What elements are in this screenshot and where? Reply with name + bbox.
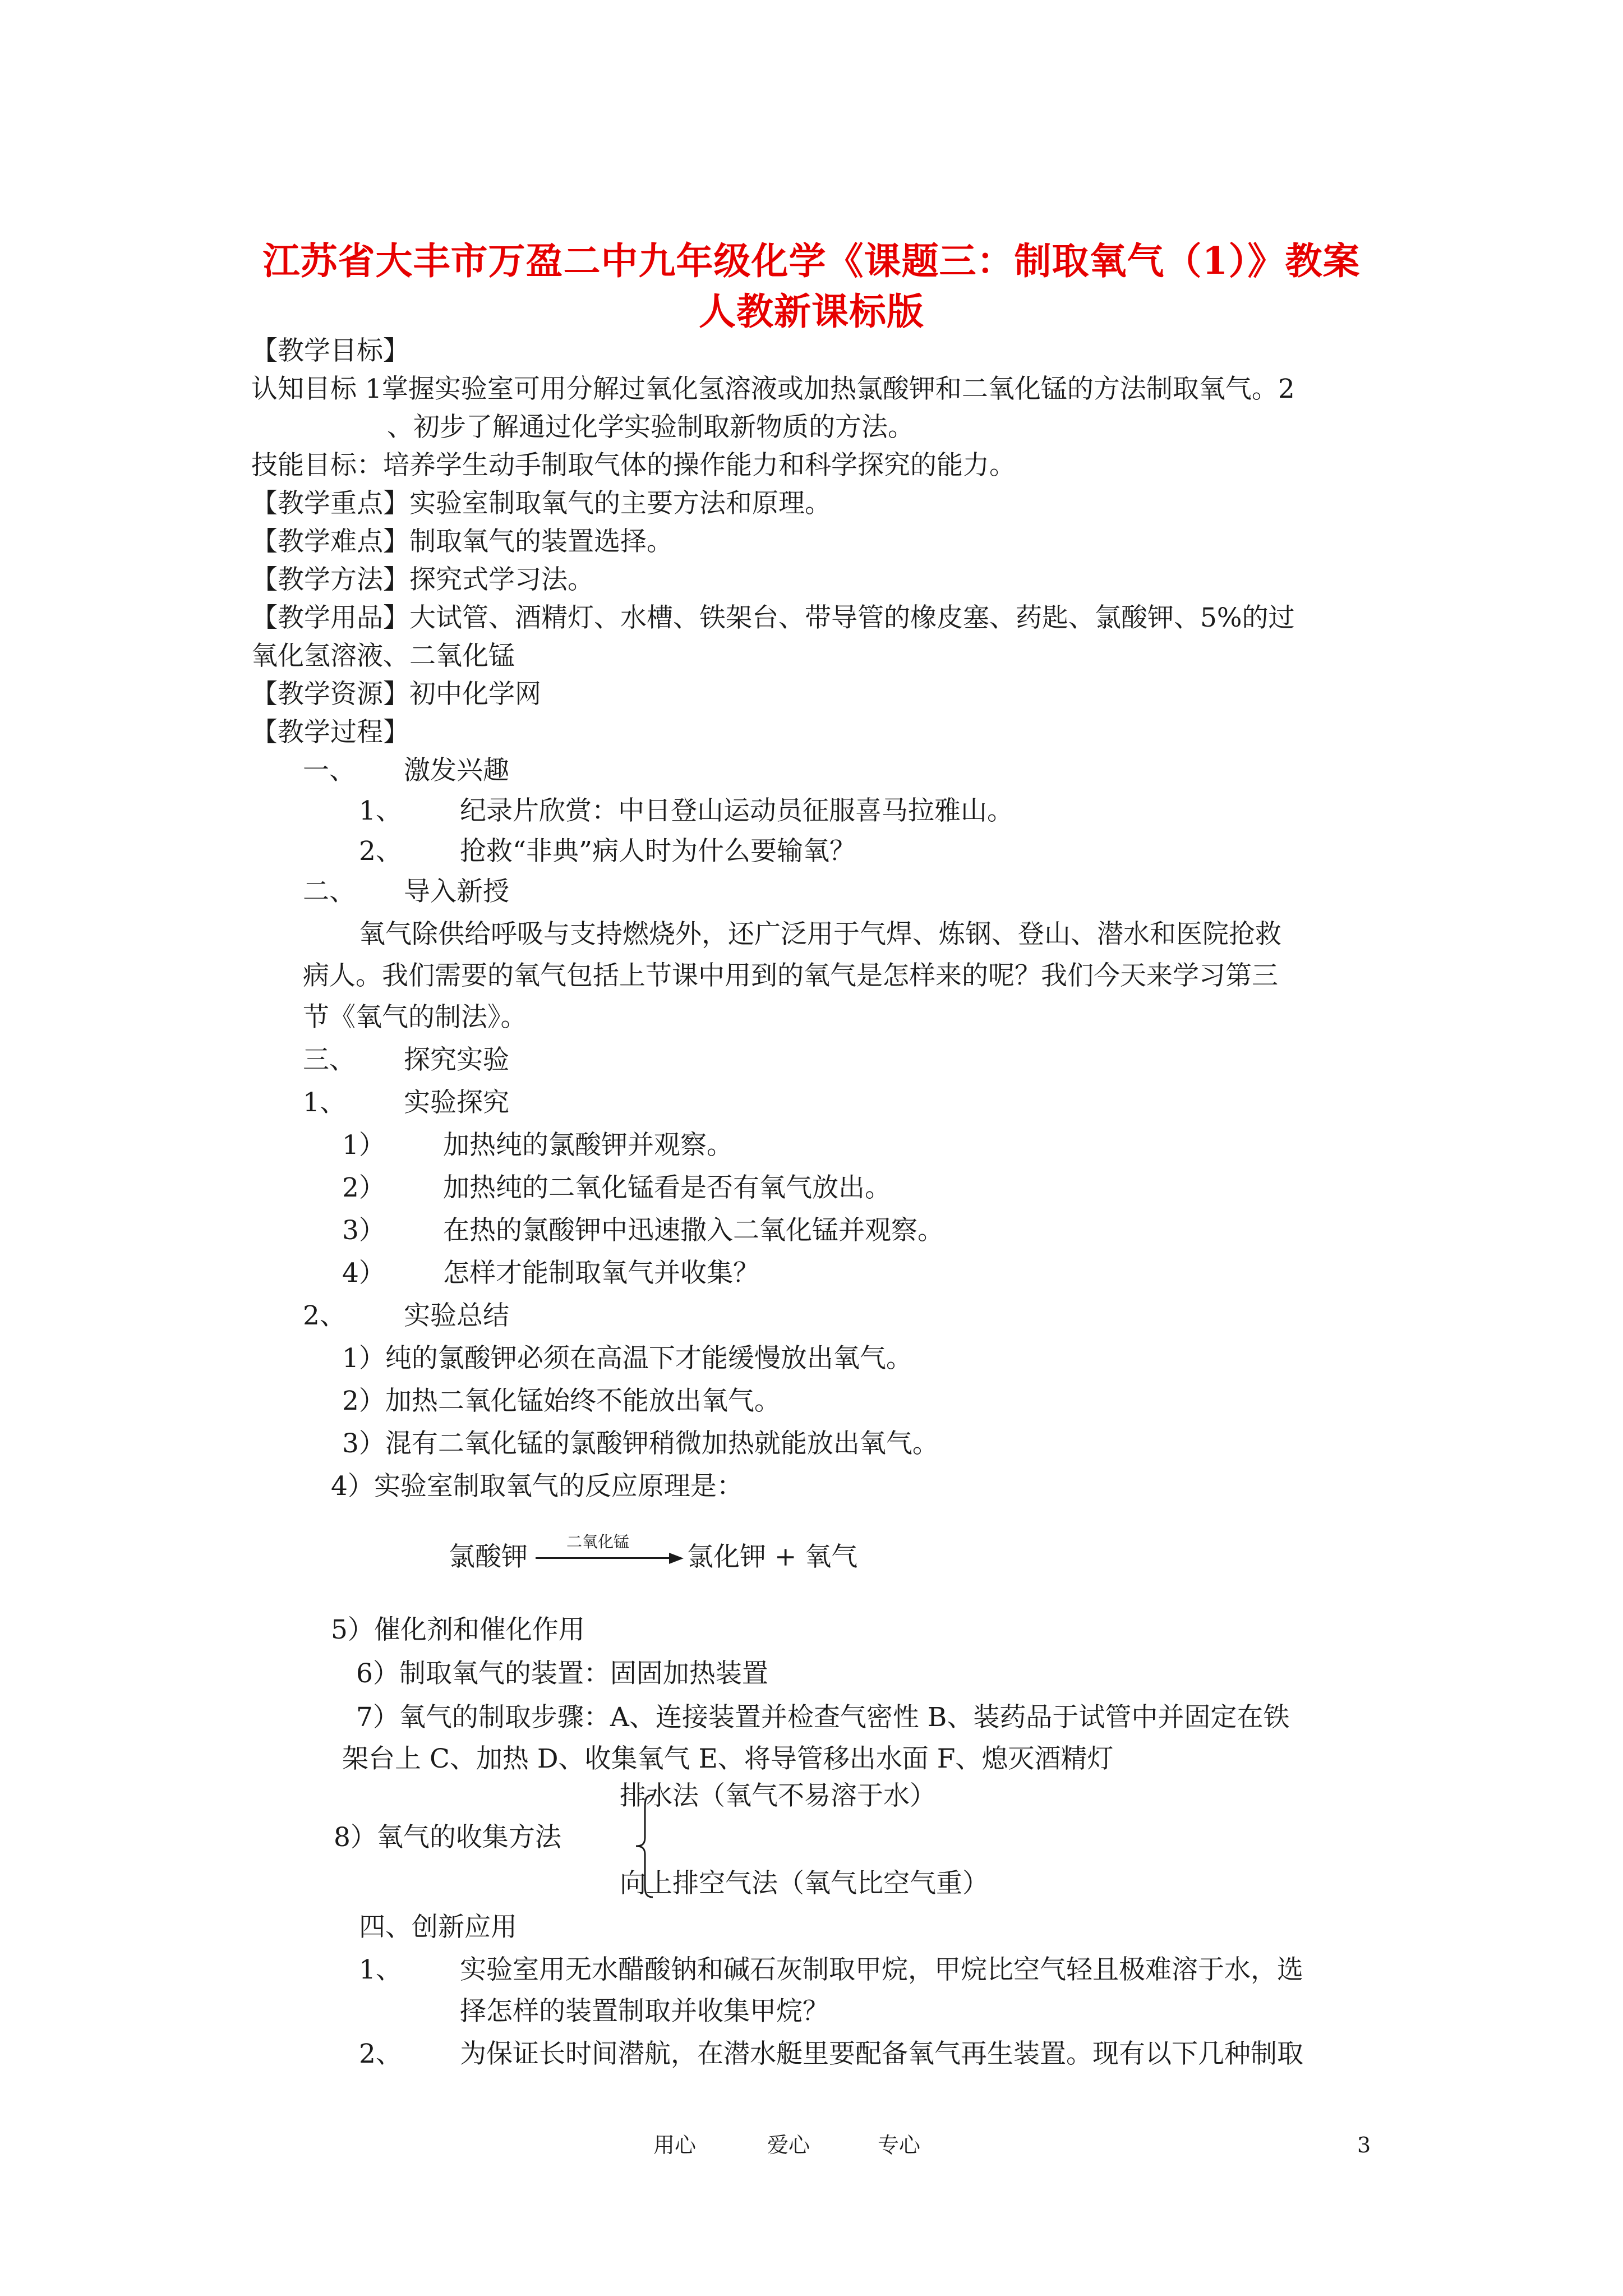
conclusion-6: 6）制取氧气的装置：固固加热装置 bbox=[356, 1658, 768, 1689]
doc-title-line1: 江苏省大丰市万盈二中九年级化学《课题三：制取氧气（1）》教案 bbox=[262, 239, 1361, 283]
app2-number: 2、 bbox=[359, 2039, 402, 2069]
teaching-method: 【教学方法】探究式学习法。 bbox=[251, 564, 594, 595]
reaction-reactant: 氯酸钾 bbox=[449, 1542, 528, 1572]
section-2-title: 导入新授 bbox=[404, 876, 509, 907]
footer-word-1: 用心 bbox=[653, 2133, 697, 2157]
section-3-title: 探究实验 bbox=[404, 1045, 509, 1075]
conclusion-3: 3）混有二氧化锰的氯酸钾稍微加热就能放出氧气。 bbox=[342, 1428, 939, 1459]
exp4-number: 4） bbox=[342, 1258, 385, 1289]
app1-line2: 择怎样的装置制取并收集甲烷？ bbox=[460, 1996, 829, 2027]
s2-paragraph-line1: 氧气除供给呼吸与支持燃烧外，还广泛用于气焊、炼钢、登山、潜水和医院抢救 bbox=[359, 919, 1281, 950]
teaching-resource: 【教学资源】初中化学网 bbox=[251, 679, 541, 710]
s3-2-title: 实验总结 bbox=[404, 1300, 509, 1331]
exp4-text: 怎样才能制取氧气并收集？ bbox=[443, 1258, 759, 1289]
section-1-title: 激发兴趣 bbox=[404, 755, 509, 786]
exp3-number: 3） bbox=[342, 1215, 385, 1246]
key-point: 【教学重点】实验室制取氧气的主要方法和原理。 bbox=[251, 488, 831, 519]
exp3-text: 在热的氯酸钾中迅速撒入二氧化锰并观察。 bbox=[443, 1215, 944, 1246]
app2-line1: 为保证长时间潜航，在潜水艇里要配备氧气再生装置。现有以下几种制取 bbox=[460, 2039, 1303, 2069]
cognitive-goal-line2: 、初步了解通过化学实验制取新物质的方法。 bbox=[387, 412, 914, 443]
exp1-text: 加热纯的氯酸钾并观察。 bbox=[443, 1130, 733, 1161]
exp2-number: 2） bbox=[342, 1172, 385, 1203]
conclusion-1: 1）纯的氯酸钾必须在高温下才能缓慢放出氧气。 bbox=[342, 1343, 912, 1374]
app1-line1: 实验室用无水醋酸钠和碱石灰制取甲烷，甲烷比空气轻且极难溶于水，选 bbox=[460, 1954, 1303, 1985]
collection-method-water: 排水法（氧气不易溶于水） bbox=[620, 1780, 936, 1811]
goal-heading: 【教学目标】 bbox=[251, 335, 409, 366]
conclusion-5: 5）催化剂和催化作用 bbox=[331, 1614, 585, 1645]
supplies-line2: 氧化氢溶液、二氧化锰 bbox=[251, 641, 515, 671]
supplies-line1: 【教学用品】大试管、酒精灯、水槽、铁架台、带导管的橡皮塞、药匙、氯酸钾、5%的过 bbox=[251, 602, 1295, 633]
exp2-text: 加热纯的二氧化锰看是否有氧气放出。 bbox=[443, 1172, 891, 1203]
conclusion-2: 2）加热二氧化锰始终不能放出氧气。 bbox=[342, 1386, 781, 1416]
s2-paragraph-line3: 节《氧气的制法》。 bbox=[303, 1002, 527, 1033]
reaction-arrow-shaft bbox=[536, 1557, 670, 1559]
app1-number: 1、 bbox=[359, 1954, 402, 1985]
doc-title-line2: 人教新课标版 bbox=[699, 289, 924, 333]
reaction-catalyst: 二氧化锰 bbox=[566, 1533, 630, 1551]
s1-item1-number: 1、 bbox=[359, 795, 402, 826]
cognitive-goal-line1: 认知目标 1掌握实验室可用分解过氧化氢溶液或加热氯酸钾和二氧化锰的方法制取氧气。2 bbox=[251, 374, 1295, 404]
conclusion-7-line1: 7）氧气的制取步骤：A、连接装置并检查气密性 B、装药品于试管中并固定在铁 bbox=[356, 1702, 1290, 1733]
skill-goal: 技能目标：培养学生动手制取气体的操作能力和科学探究的能力。 bbox=[251, 450, 1016, 481]
process-heading: 【教学过程】 bbox=[251, 717, 409, 748]
conclusion-7-line2: 架台上 C、加热 D、收集氧气 E、将导管移出水面 F、熄灭酒精灯 bbox=[342, 1743, 1114, 1774]
page-number: 3 bbox=[1357, 2133, 1371, 2157]
conclusion-8: 8）氧气的收集方法 bbox=[334, 1822, 561, 1853]
section-3-number: 三、 bbox=[303, 1045, 356, 1075]
footer-word-2: 爱心 bbox=[767, 2133, 810, 2157]
reaction-arrow-head bbox=[669, 1553, 684, 1564]
section-1-number: 一、 bbox=[303, 755, 356, 786]
conclusion-4: 4）实验室制取氧气的反应原理是： bbox=[331, 1471, 743, 1502]
section-2-number: 二、 bbox=[303, 876, 356, 907]
s3-1-title: 实验探究 bbox=[404, 1087, 509, 1118]
s1-item2-number: 2、 bbox=[359, 836, 402, 867]
s1-item2-text: 抢救“非典”病人时为什么要输氧？ bbox=[460, 836, 856, 867]
exp1-number: 1） bbox=[342, 1130, 385, 1161]
s1-item1-text: 纪录片欣赏：中日登山运动员征服喜马拉雅山。 bbox=[460, 795, 1013, 826]
footer-word-3: 专心 bbox=[878, 2133, 921, 2157]
difficulty-point: 【教学难点】制取氧气的装置选择。 bbox=[251, 526, 673, 557]
section-4-title: 四、创新应用 bbox=[359, 1912, 517, 1943]
reaction-products: 氯化钾 + 氧气 bbox=[687, 1542, 858, 1572]
collection-method-air: 向上排空气法（氧气比空气重） bbox=[620, 1868, 989, 1899]
s3-2-number: 2、 bbox=[303, 1300, 346, 1331]
s2-paragraph-line2: 病人。我们需要的氧气包括上节课中用到的氧气是怎样来的呢？我们今天来学习第三 bbox=[303, 960, 1278, 991]
s3-1-number: 1、 bbox=[303, 1087, 346, 1118]
